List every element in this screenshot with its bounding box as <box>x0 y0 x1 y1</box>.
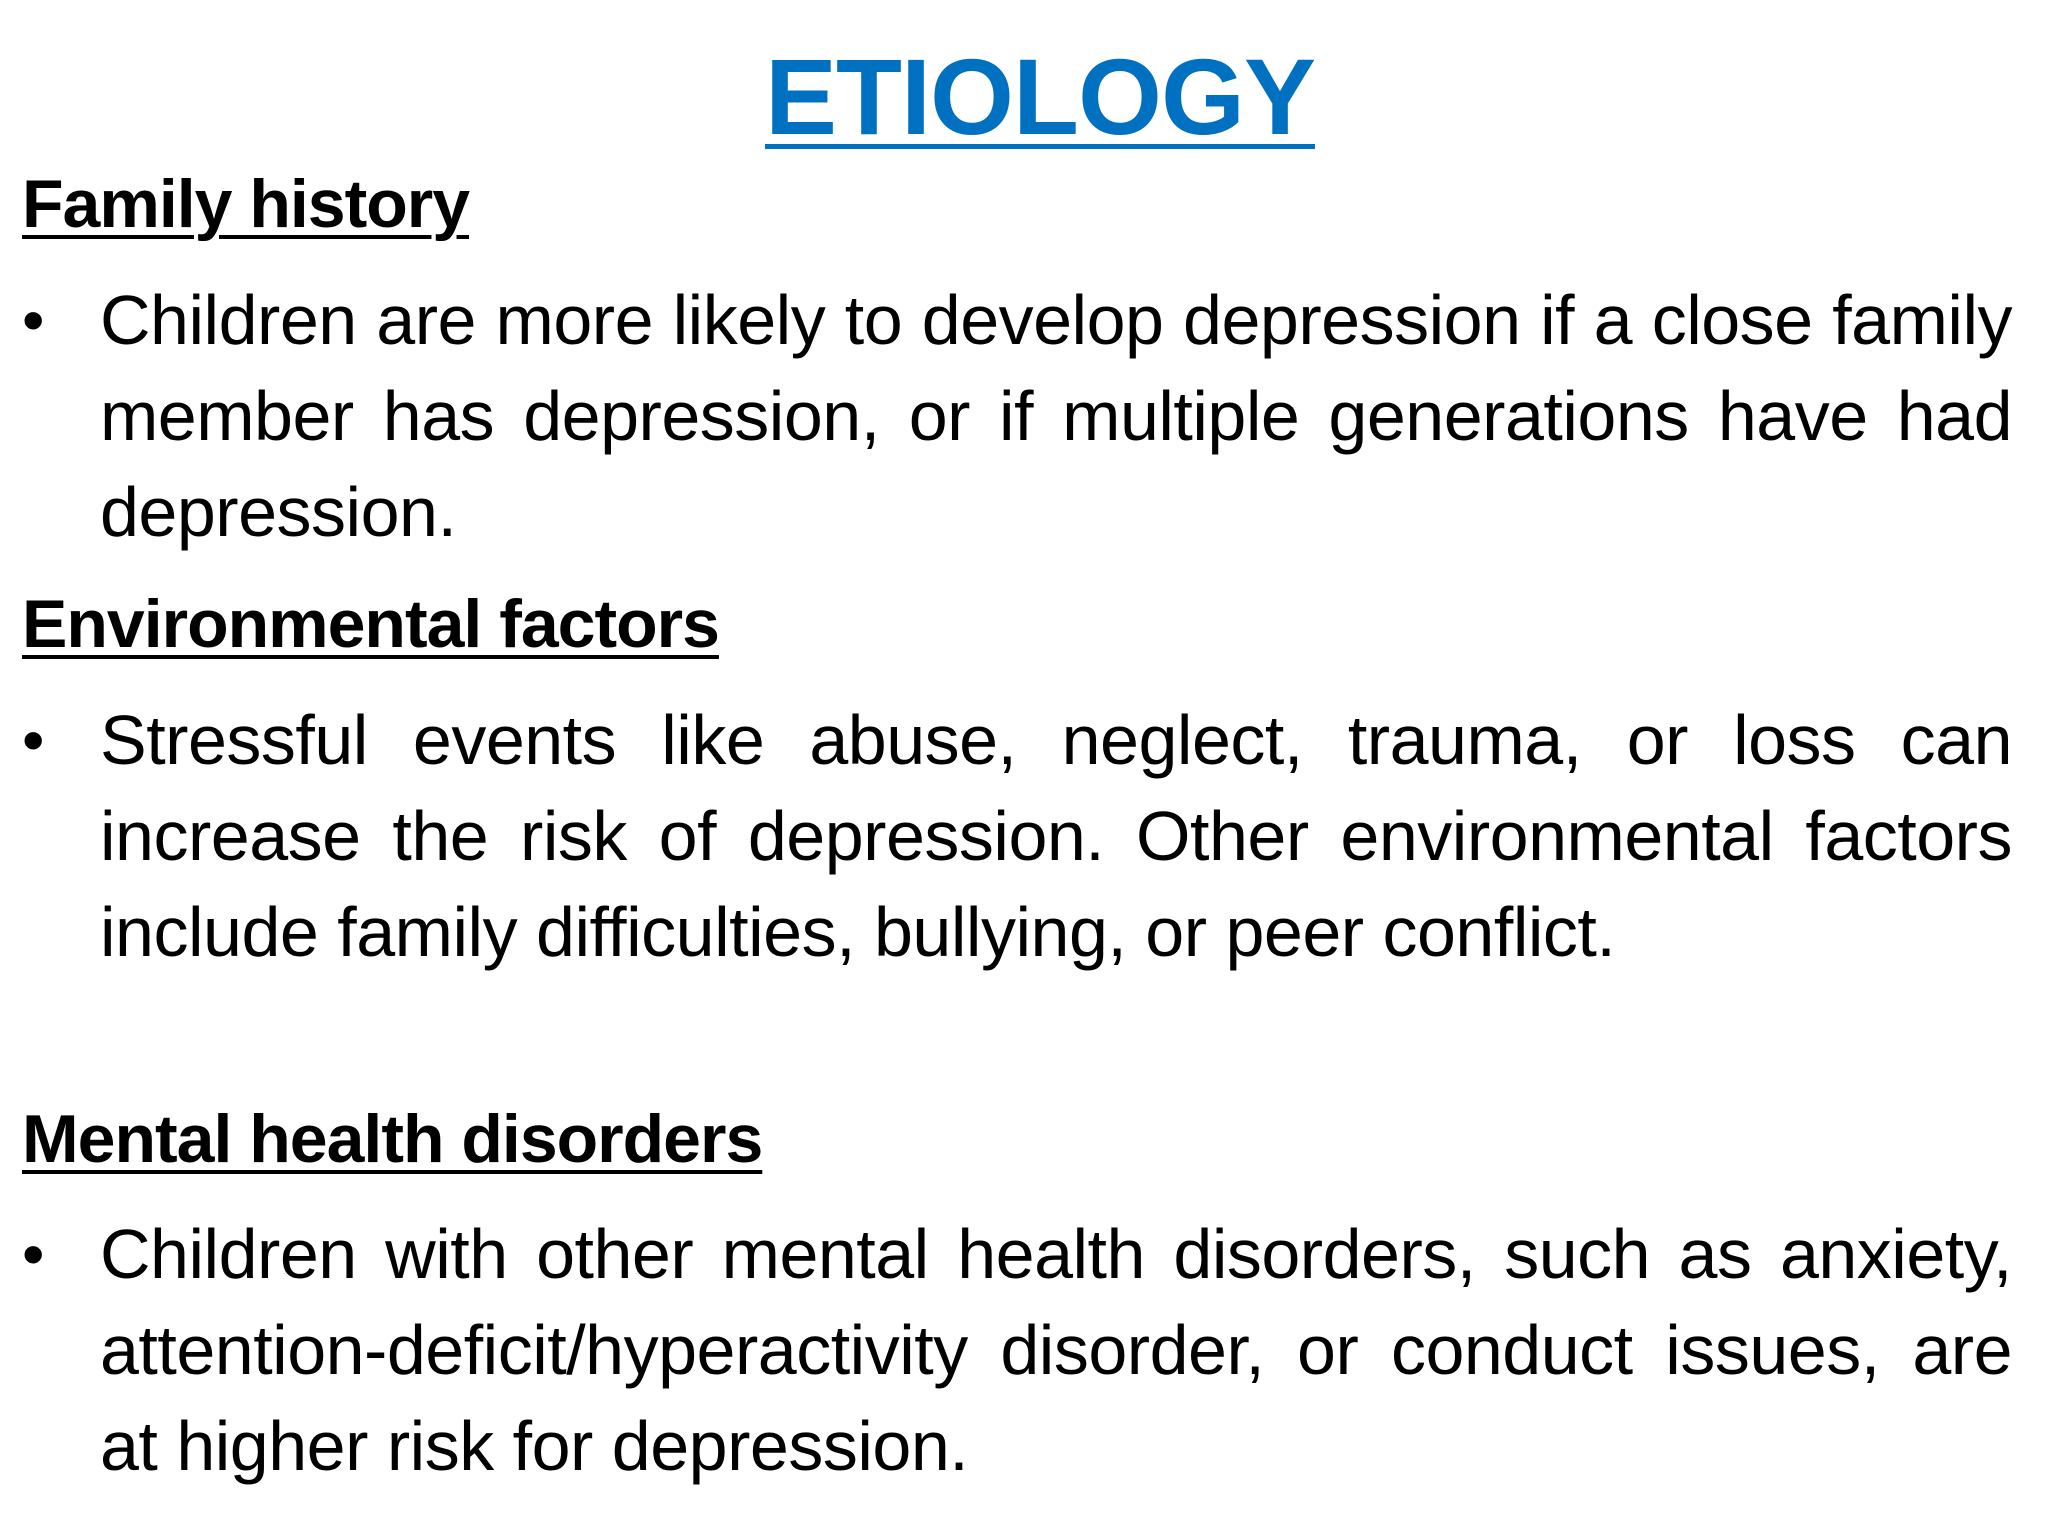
section-heading-mental-health-disorders: Mental health disorders <box>22 1101 763 1177</box>
bullet-dot-icon: • <box>22 1218 45 1290</box>
slide-title: ETIOLOGY <box>764 36 1316 157</box>
bullet-text: Children are more likely to develop depression if a close family member has depression, or if multiple generations have had depression. <box>100 281 2012 551</box>
bullet-dot-icon: • <box>22 704 45 776</box>
bullet-dot-icon: • <box>22 284 45 356</box>
bullet-text: Children with other mental health disorders, such as anxiety, attention-deficit/hyperactivity disorder, or conduct issues, are at higher risk for depression. <box>100 1215 2012 1485</box>
bullet-text: Stressful events like abuse, neglect, trauma, or loss can increase the risk of depression. Other environmental factors include family difficulties, bullying, or peer conflict. <box>100 701 2012 971</box>
section-heading-environmental-factors: Environmental factors <box>22 586 719 662</box>
section-heading-family-history: Family history <box>22 166 470 242</box>
